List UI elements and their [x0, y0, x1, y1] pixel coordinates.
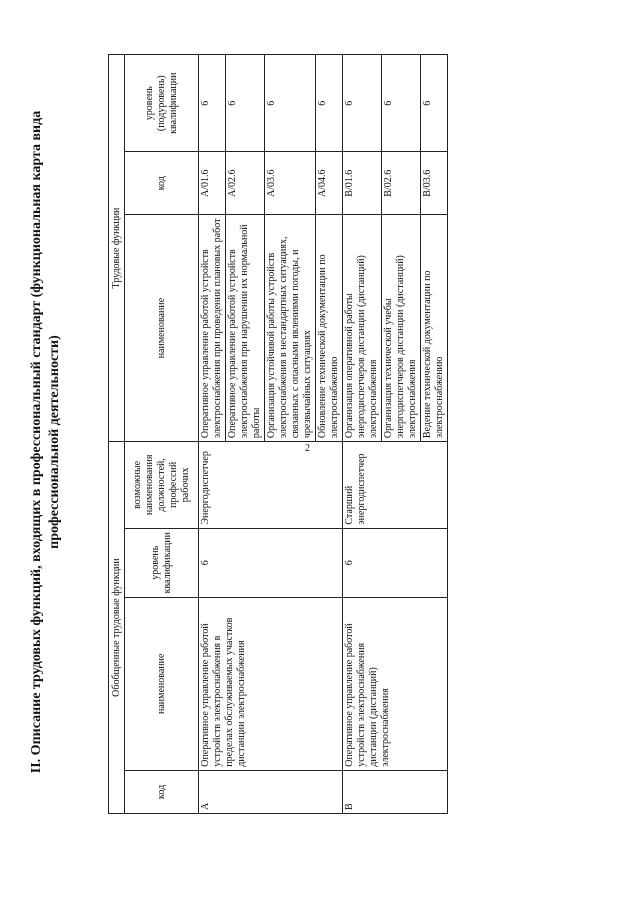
- table-row: [343, 55, 382, 814]
- heading-line-1: II. Описание трудовых функций, входящих в профессиональный стандарт (функциональная карта вида: [29, 110, 44, 774]
- function-level: 6: [382, 55, 421, 152]
- function-name: Оперативное управление работой устройств электроснабжения при проведении плановых работ: [199, 215, 226, 442]
- header-generalized: Обобщенные трудовые функции: [109, 442, 125, 814]
- function-code: B/01.6: [343, 152, 382, 215]
- labor-functions-table: [108, 54, 448, 814]
- function-code: A/04.6: [316, 152, 343, 215]
- function-name: Организация устойчивой работы устройств электроснабжения в нестандартных ситуациях, связанных с опасными явлениями погоды, и чрезвычайных ситуациях: [265, 215, 316, 442]
- function-level: 6: [265, 55, 316, 152]
- function-code: B/03.6: [421, 152, 448, 215]
- page-number: 2: [305, 443, 310, 454]
- group-name: Оперативное управление работой устройств электроснабжения дистанции (дистанций) электроснабжения: [343, 597, 448, 770]
- heading-line-2: профессиональной деятельности): [47, 335, 62, 549]
- group-code: A: [199, 770, 343, 813]
- function-level: 6: [343, 55, 382, 152]
- group-level: 6: [343, 528, 448, 597]
- function-level: 6: [199, 55, 226, 152]
- header-tf-name: наименование: [125, 215, 199, 442]
- header-code: код: [125, 770, 199, 813]
- header-tf-level: уровень (подуровень) квалификации: [125, 55, 199, 152]
- function-code: A/01.6: [199, 152, 226, 215]
- section-heading: [28, 62, 64, 822]
- function-level: 6: [226, 55, 265, 152]
- header-labor-functions: Трудовые функции: [109, 55, 125, 442]
- function-name: Организация технической учебы энергодиспетчеров дистанции (дистанций) электроснабжения: [382, 215, 421, 442]
- function-level: 6: [421, 55, 448, 152]
- function-name: Ведение технической документации по электроснабжению: [421, 215, 448, 442]
- group-level: 6: [199, 528, 343, 597]
- group-name: Оперативное управление работой устройств электроснабжения в пределах обслуживаемых участков дистанции электроснабжения: [199, 597, 343, 770]
- function-level: 6: [316, 55, 343, 152]
- header-name: наименование: [125, 597, 199, 770]
- header-tf-code: код: [125, 152, 199, 215]
- group-positions: Энергодиспетчер: [199, 442, 343, 529]
- function-code: A/03.6: [265, 152, 316, 215]
- function-code: A/02.6: [226, 152, 265, 215]
- group-positions: Старший энергодиспетчер: [343, 442, 448, 529]
- header-level: уровень квалификации: [125, 528, 199, 597]
- header-positions: возможные наименования должностей, профессий рабочих: [125, 442, 199, 529]
- group-code: B: [343, 770, 448, 813]
- function-name: Оперативное управление работой устройств электроснабжения при нарушении их нормальной работы: [226, 215, 265, 442]
- function-code: B/02.6: [382, 152, 421, 215]
- function-name: Организация оперативной работы энергодиспетчеров дистанции (дистанций) электроснабжения: [343, 215, 382, 442]
- table-row: [199, 55, 226, 814]
- function-name: Обновление технической документации по электроснабжению: [316, 215, 343, 442]
